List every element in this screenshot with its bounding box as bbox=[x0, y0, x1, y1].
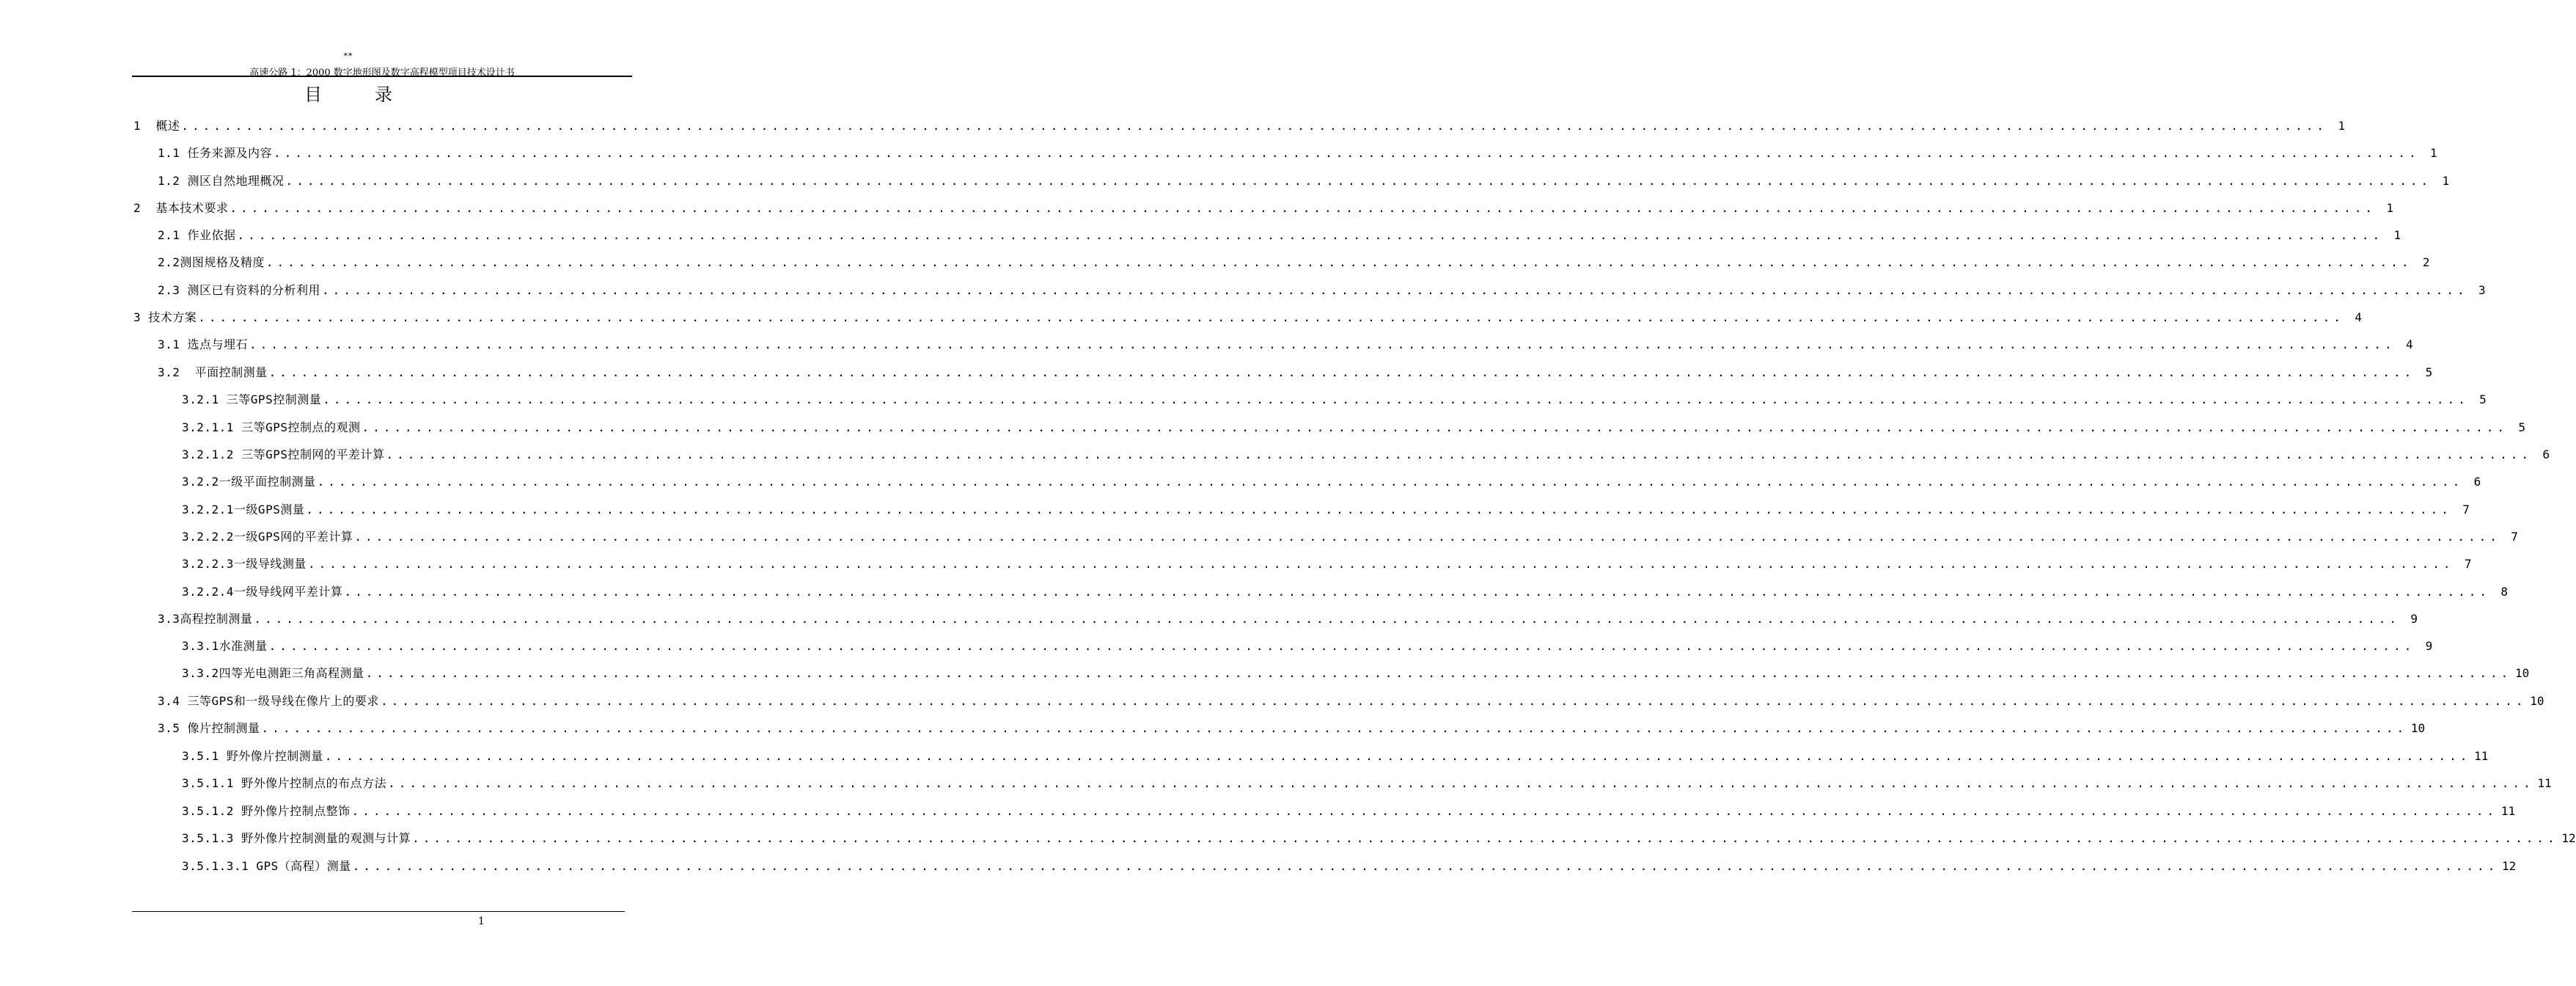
toc-leader-dots: ........................................................................................................................................................................................................ bbox=[324, 749, 2471, 763]
toc-leader-dots: ........................................................................................................................................................................................................ bbox=[412, 831, 2558, 845]
toc-entry-page: 1 bbox=[2442, 174, 2450, 188]
toc-leader-dots: ........................................................................................................................................................................................................ bbox=[322, 283, 2468, 297]
toc-entry-page: 6 bbox=[2473, 475, 2481, 489]
toc-leader-dots: ........................................................................................................................................................................................................ bbox=[198, 310, 2344, 324]
toc-entry-label: 3 技术方案 bbox=[133, 310, 197, 324]
toc-entry-page: 5 bbox=[2425, 365, 2433, 379]
toc-entry-label: 3.2.2.3一级导线测量 bbox=[182, 557, 307, 571]
toc-entry-label: 3.5 像片控制测量 bbox=[158, 721, 260, 735]
toc-entry-label: 3.5.1.2 野外像片控制点整饰 bbox=[182, 804, 351, 818]
toc-entry[interactable] bbox=[0, 501, 2470, 519]
toc-entry-page: 5 bbox=[2479, 392, 2487, 406]
toc-entry-label: 3.3.1水准测量 bbox=[182, 639, 268, 653]
toc-entry[interactable] bbox=[0, 364, 2433, 381]
toc-entry-page: 10 bbox=[2410, 721, 2426, 735]
toc-entry[interactable] bbox=[0, 775, 2552, 792]
toc-leader-dots: ........................................................................................................................................................................................................ bbox=[386, 448, 2533, 461]
toc-leader-dots: ........................................................................................................................................................................................................ bbox=[317, 475, 2464, 489]
toc-entry-page: 2 bbox=[2422, 255, 2430, 269]
toc-entry[interactable] bbox=[0, 446, 2550, 464]
toc-leader-dots: ........................................................................................................................................................................................................ bbox=[274, 146, 2420, 160]
toc-entry-page: 4 bbox=[2355, 310, 2362, 324]
toc-entry[interactable] bbox=[0, 830, 2576, 847]
toc-entry[interactable] bbox=[0, 555, 2472, 573]
toc-entry-label: 2.2测图规格及精度 bbox=[158, 255, 265, 269]
toc-entry[interactable] bbox=[0, 473, 2481, 491]
toc-entry-page: 12 bbox=[2561, 831, 2576, 845]
toc-entry-page: 9 bbox=[2425, 639, 2433, 653]
header-title: 高速公路 1：2000 数字地形图及数字高程模型项目技术设计书 bbox=[249, 67, 515, 78]
toc-entry[interactable] bbox=[0, 610, 2418, 628]
toc-entry-page: 11 bbox=[2500, 804, 2516, 818]
toc-title-right: 录 bbox=[375, 84, 392, 105]
toc-leader-dots: ........................................................................................................................................................................................................ bbox=[237, 228, 2384, 242]
toc-entry-label: 3.4 三等GPS和一级导线在像片上的要求 bbox=[158, 694, 379, 708]
toc-entry[interactable] bbox=[0, 227, 2401, 244]
toc-leader-dots: ........................................................................................................................................................................................................ bbox=[344, 585, 2490, 599]
toc-entry-page: 6 bbox=[2542, 448, 2550, 461]
toc-entry[interactable] bbox=[0, 419, 2526, 437]
toc-entry-label: 3.2.2.2一级GPS网的平差计算 bbox=[182, 530, 353, 544]
toc-entry[interactable] bbox=[0, 145, 2437, 162]
toc-entry-page: 4 bbox=[2405, 337, 2413, 351]
toc-entry[interactable] bbox=[0, 858, 2517, 875]
toc-entry-page: 7 bbox=[2464, 557, 2472, 571]
toc-leader-dots: ........................................................................................................................................................................................................ bbox=[365, 666, 2512, 680]
toc-entry-page: 7 bbox=[2462, 503, 2470, 516]
toc-entry-page: 1 bbox=[2429, 146, 2437, 160]
toc-entry-page: 11 bbox=[2537, 776, 2552, 790]
toc-entry[interactable] bbox=[0, 665, 2530, 682]
toc-entry-page: 11 bbox=[2474, 749, 2489, 763]
toc-entry-page: 9 bbox=[2410, 612, 2418, 626]
toc-entry-label: 1.2 测区自然地理概况 bbox=[158, 174, 285, 188]
footer-page-number: 1 bbox=[478, 916, 485, 927]
toc-entry-page: 1 bbox=[2386, 201, 2393, 215]
toc-leader-dots: ........................................................................................................................................................................................................ bbox=[380, 694, 2527, 708]
toc-entry-label: 3.3.2四等光电测距三角高程测量 bbox=[182, 666, 364, 680]
toc-leader-dots: ........................................................................................................................................................................................................ bbox=[354, 530, 2500, 544]
toc-entry[interactable] bbox=[0, 803, 2516, 820]
toc-entry-page: 3 bbox=[2478, 283, 2486, 297]
toc-leader-dots: ........................................................................................................................................................................................................ bbox=[352, 859, 2499, 873]
toc-leader-dots: ........................................................................................................................................................................................................ bbox=[362, 420, 2509, 434]
toc-entry[interactable] bbox=[0, 172, 2450, 190]
toc-entry-label: 3.2 平面控制测量 bbox=[158, 365, 268, 379]
header-mark: ** bbox=[343, 51, 353, 61]
toc-entry-label: 2 基本技术要求 bbox=[133, 201, 229, 215]
toc-entry[interactable] bbox=[0, 391, 2487, 409]
toc-leader-dots: ........................................................................................................................................................................................................ bbox=[254, 612, 2400, 626]
toc-entry[interactable] bbox=[0, 693, 2544, 710]
toc-leader-dots: ........................................................................................................................................................................................................ bbox=[268, 639, 2415, 653]
toc-entry[interactable] bbox=[0, 583, 2508, 601]
toc-entry-page: 1 bbox=[2338, 119, 2345, 133]
toc-entry[interactable] bbox=[0, 528, 2518, 546]
toc-entry-label: 2.3 测区已有资料的分析利用 bbox=[158, 283, 321, 297]
toc-entry-page: 7 bbox=[2511, 530, 2518, 544]
toc-entry-page: 10 bbox=[2530, 694, 2544, 708]
toc-leader-dots: ........................................................................................................................................................................................................ bbox=[351, 804, 2498, 818]
toc-entry-label: 3.5.1.1 野外像片控制点的布点方法 bbox=[182, 776, 387, 790]
toc-leader-dots: ........................................................................................................................................................................................................ bbox=[249, 337, 2396, 351]
toc-entry-label: 3.2.1.2 三等GPS控制网的平差计算 bbox=[182, 448, 385, 461]
toc-title-left: 目 bbox=[304, 84, 322, 105]
toc-entry-page: 12 bbox=[2502, 859, 2517, 873]
toc-leader-dots: ........................................................................................................................................................................................................ bbox=[306, 503, 2452, 516]
toc-entry[interactable] bbox=[0, 748, 2489, 765]
toc-entry-label: 3.2.2.1一级GPS测量 bbox=[182, 503, 305, 516]
toc-leader-dots: ........................................................................................................................................................................................................ bbox=[285, 174, 2432, 188]
toc-leader-dots: ........................................................................................................................................................................................................ bbox=[181, 119, 2327, 133]
toc-entry-page: 10 bbox=[2514, 666, 2530, 680]
toc-entry-label: 1 概述 bbox=[133, 119, 180, 133]
toc-leader-dots: ........................................................................................................................................................................................................ bbox=[268, 365, 2415, 379]
toc-entry-label: 3.2.1.1 三等GPS控制点的观测 bbox=[182, 420, 361, 434]
toc-leader-dots: ........................................................................................................................................................................................................ bbox=[265, 255, 2412, 269]
toc-entry-page: 8 bbox=[2500, 585, 2508, 599]
toc-leader-dots: ........................................................................................................................................................................................................ bbox=[388, 776, 2534, 790]
toc-entry-label: 2.1 作业依据 bbox=[158, 228, 236, 242]
footer-rule bbox=[132, 911, 625, 912]
toc-entry[interactable] bbox=[0, 200, 2393, 217]
toc-entry-label: 3.5.1 野外像片控制测量 bbox=[182, 749, 323, 763]
toc-entry-label: 3.5.1.3 野外像片控制测量的观测与计算 bbox=[182, 831, 411, 845]
toc-entry-label: 3.5.1.3.1 GPS（高程）测量 bbox=[182, 859, 351, 873]
toc-entry-page: 1 bbox=[2393, 228, 2401, 242]
toc-leader-dots: ........................................................................................................................................................................................................ bbox=[261, 721, 2408, 735]
toc-entry[interactable] bbox=[0, 282, 2486, 299]
toc-entry-label: 3.2.1 三等GPS控制测量 bbox=[182, 392, 322, 406]
toc-entry[interactable] bbox=[0, 720, 2426, 737]
toc-entry[interactable] bbox=[0, 309, 2362, 326]
toc-entry-label: 3.2.2一级平面控制测量 bbox=[182, 475, 316, 489]
toc-leader-dots: ........................................................................................................................................................................................................ bbox=[307, 557, 2454, 571]
toc-leader-dots: ........................................................................................................................................................................................................ bbox=[230, 201, 2376, 215]
toc-entry[interactable] bbox=[0, 117, 2345, 135]
toc-entry-page: 5 bbox=[2518, 420, 2526, 434]
toc-entry-label: 3.3高程控制测量 bbox=[158, 612, 253, 626]
toc-leader-dots: ........................................................................................................................................................................................................ bbox=[323, 392, 2469, 406]
toc-entry[interactable] bbox=[0, 336, 2413, 354]
toc-entry-label: 3.1 选点与埋石 bbox=[158, 337, 249, 351]
toc-entry-label: 3.2.2.4一级导线网平差计算 bbox=[182, 585, 343, 599]
toc-entry-label: 1.1 任务来源及内容 bbox=[158, 146, 273, 160]
toc-entry[interactable] bbox=[0, 638, 2433, 655]
toc-entry[interactable] bbox=[0, 254, 2430, 271]
